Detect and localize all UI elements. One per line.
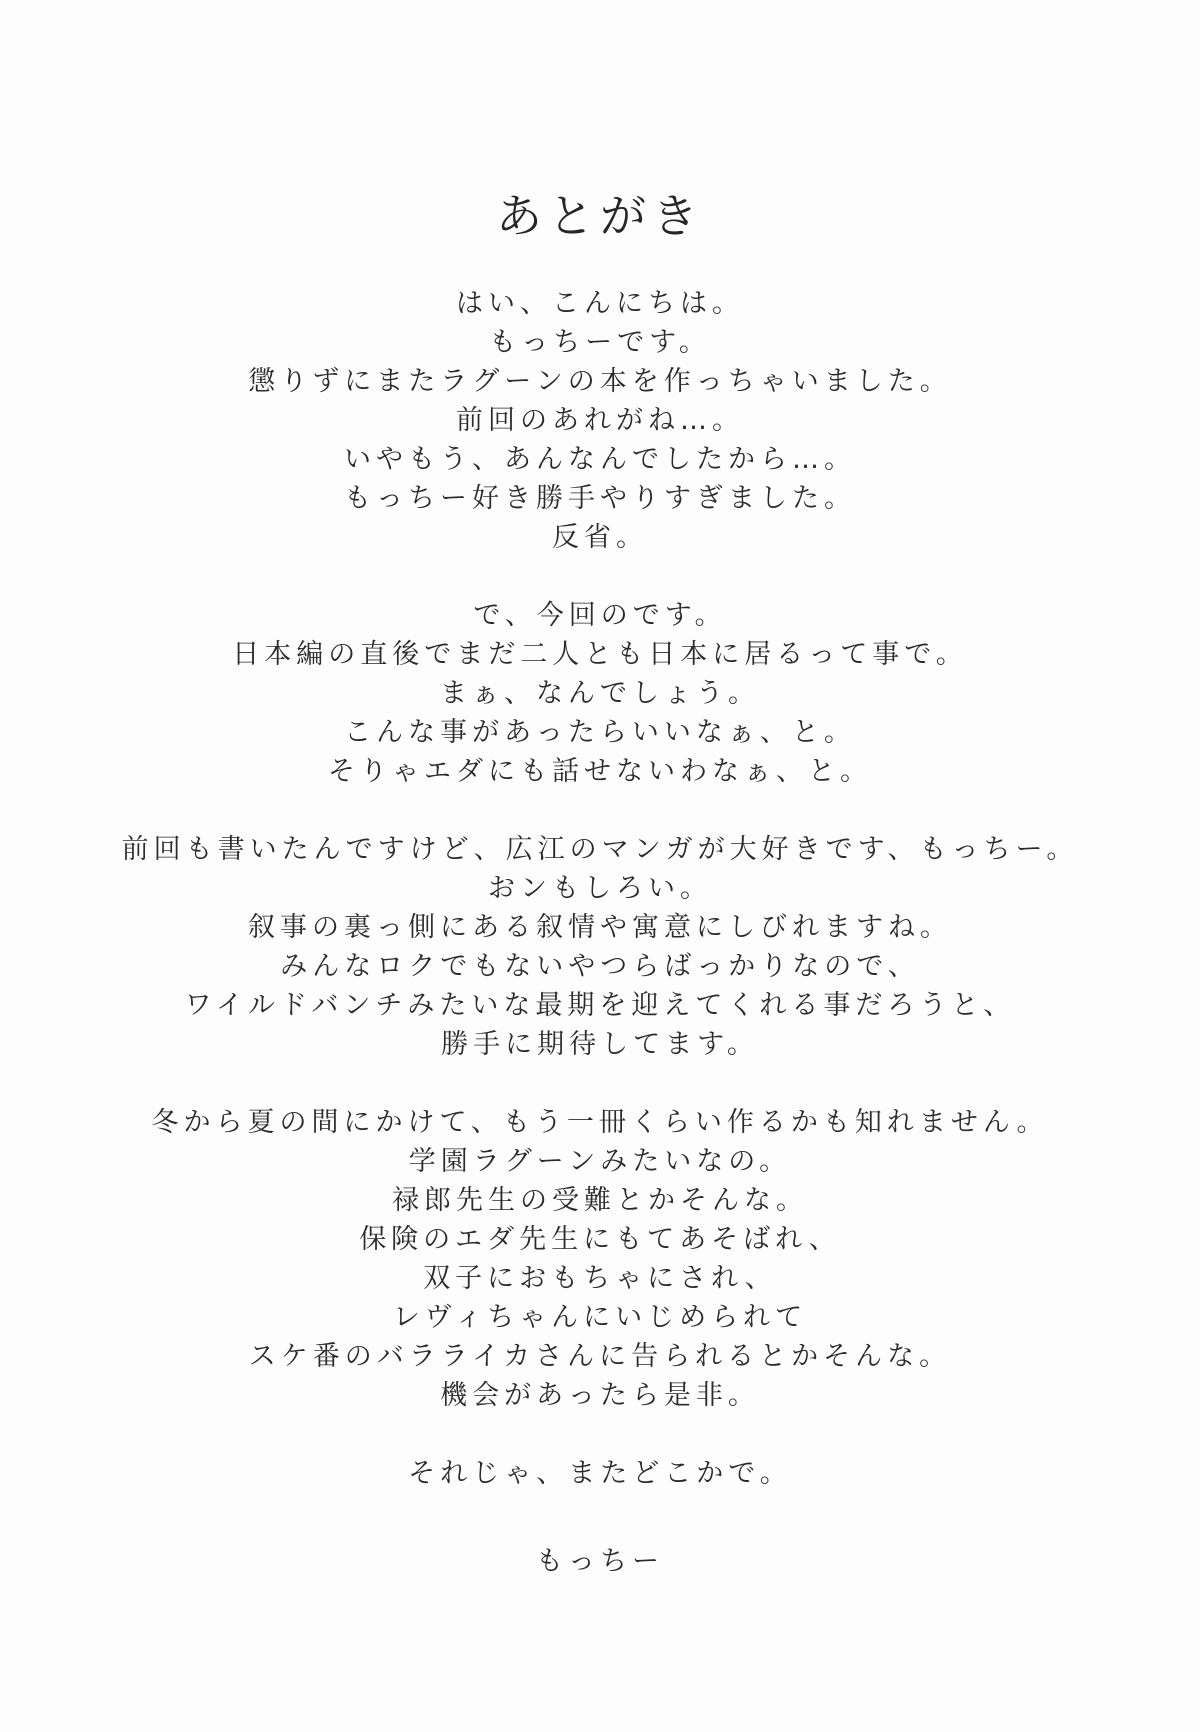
paragraph-this-time (0, 596, 1200, 791)
afterword-body (0, 284, 1200, 1532)
text-line: 機会があったら是非。 (440, 1380, 760, 1411)
text-line: いやもう、あんなんでしたから…。 (344, 444, 856, 475)
text-line: スケ番のバラライカさんに告られるとかそんな。 (248, 1341, 952, 1372)
text-line: 双子におもちゃにされ、 (423, 1263, 777, 1294)
text-line: まぁ、なんでしょう。 (440, 678, 760, 709)
text-line: 前回のあれがね…。 (456, 405, 744, 436)
text-line: こんな事があったらいいなぁ、と。 (344, 717, 856, 748)
text-line: レヴィちゃんにいじめられて (392, 1302, 808, 1333)
text-line: 保険のエダ先生にもてあそばれ、 (359, 1224, 841, 1255)
text-line: 禄郎先生の受難とかそんな。 (392, 1185, 808, 1216)
text-line: 反省。 (552, 522, 648, 553)
text-line: それじゃ、またどこかで。 (408, 1458, 792, 1489)
text-line: 学園ラグーンみたいなの。 (408, 1146, 792, 1177)
text-line: もっちー好き勝手やりすぎました。 (344, 483, 856, 514)
text-line: 前回も書いたんですけど、広江のマンガが大好きです、もっちー。 (121, 834, 1079, 865)
text-line: そりゃエダにも話せないわなぁ、と。 (328, 756, 872, 787)
paragraph-manga (0, 830, 1200, 1064)
text-line: 懲りずにまたラグーンの本を作っちゃいました。 (248, 366, 952, 397)
text-line: はい、こんにちは。 (456, 288, 744, 319)
paragraph-greeting (0, 284, 1200, 557)
text-line: ワイルドバンチみたいな最期を迎えてくれる事だろうと、 (184, 990, 1016, 1021)
paragraph-farewell (0, 1454, 1200, 1493)
text-line: もっちーです。 (489, 327, 711, 358)
text-line: 叙事の裏っ側にある叙情や寓意にしびれますね。 (248, 912, 952, 943)
page-title: あとがき (496, 189, 704, 243)
paragraph-next-book (0, 1103, 1200, 1415)
text-line: 勝手に期待してます。 (441, 1029, 759, 1060)
text-line: みんなロクでもないやつらばっかりなので、 (280, 951, 920, 982)
text-line: で、今回のです。 (473, 600, 727, 631)
text-line: おンもしろい。 (488, 873, 712, 904)
text-line: 日本編の直後でまだ二人とも日本に居るって事で。 (232, 639, 968, 670)
author-signature: もっちー (536, 1546, 664, 1577)
text-line: 冬から夏の間にかけて、もう一冊くらい作るかも知れません。 (151, 1107, 1049, 1138)
